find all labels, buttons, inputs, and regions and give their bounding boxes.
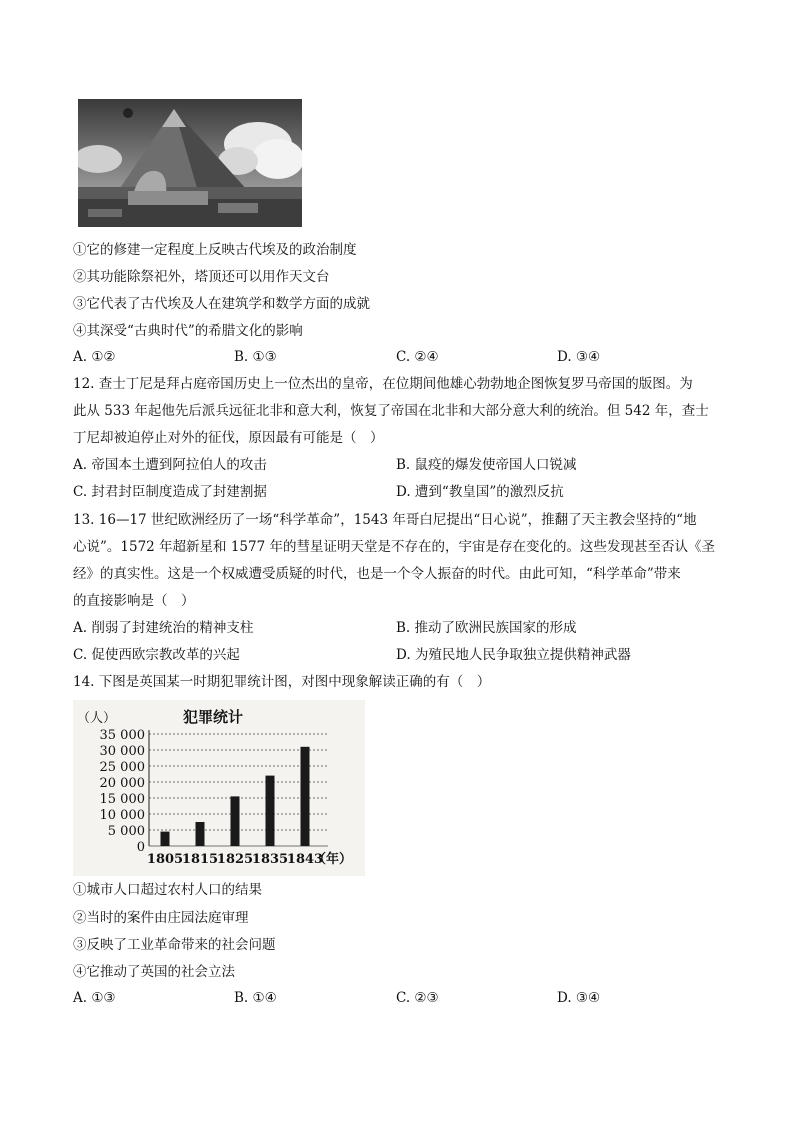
q14-option-d[interactable]: D. ③④ (557, 990, 601, 1006)
q14-stem: 14. 下图是英国某一时期犯罪统计图，对图中现象解读正确的有（ ） (73, 674, 491, 690)
x-tick-label: 1843 (286, 852, 324, 867)
q11-statement-4: ④其深受“古典时代”的希腊文化的影响 (73, 323, 303, 339)
y-tick-label: 10 000 (99, 808, 145, 823)
q13-stem-line-4: 的直接影响是（ ） (73, 593, 195, 609)
x-tick-label: 1815 (181, 852, 219, 867)
crime-statistics-chart (73, 700, 365, 876)
q14-statement-4: ④它推动了英国的社会立法 (73, 964, 235, 980)
x-tick-label: 1805 (146, 852, 184, 867)
q13-stem-line-2: 心说”。1572 年超新星和 1577 年的彗星证明天堂是不存在的，宇宙是存在变化的。这些发现甚至否认《圣 (73, 539, 715, 555)
q14-statement-1: ①城市人口超过农村人口的结果 (73, 882, 262, 898)
q14-option-c[interactable]: C. ②③ (396, 990, 439, 1006)
bar-1835 (266, 776, 275, 846)
q12-option-b[interactable]: B. 鼠疫的爆发使帝国人口锐减 (396, 457, 577, 473)
crime-chart-svg (73, 700, 365, 876)
bar-1815 (196, 822, 205, 846)
y-tick-label: 0 (136, 840, 145, 855)
y-tick-label: 25 000 (99, 760, 145, 775)
q13-option-b[interactable]: B. 推动了欧洲民族国家的形成 (396, 620, 577, 636)
pyramid-photo (78, 99, 302, 227)
y-tick-label: 15 000 (99, 792, 145, 807)
q13-option-a[interactable]: A. 削弱了封建统治的精神支柱 (73, 620, 254, 636)
q11-option-d[interactable]: D. ③④ (557, 349, 601, 365)
q14-statement-2: ②当时的案件由庄园法庭审理 (73, 910, 249, 926)
q11-statement-1: ①它的修建一定程度上反映古代埃及的政治制度 (73, 242, 357, 258)
y-tick-label: 20 000 (99, 776, 145, 791)
x-tick-label: 1825 (216, 852, 254, 867)
q11-statement-3: ③它代表了古代埃及人在建筑学和数学方面的成就 (73, 296, 370, 312)
q14-option-a[interactable]: A. ①③ (73, 990, 116, 1006)
q12-stem-line-2: 此从 533 年起他先后派兵远征北非和意大利，恢复了帝国在北非和大部分意大利的统治。但 542 年，查士 (73, 403, 709, 419)
y-tick-label: 5 000 (107, 824, 145, 839)
x-tick-label: 1835 (251, 852, 289, 867)
q12-option-c[interactable]: C. 封君封臣制度造成了封建割据 (73, 484, 267, 500)
q13-option-d[interactable]: D. 为殖民地人民争取独立提供精神武器 (396, 647, 631, 663)
y-tick-label: 30 000 (99, 744, 145, 759)
bar-1843 (301, 747, 310, 846)
chart-x-unit: （年） (313, 852, 353, 867)
q11-option-a[interactable]: A. ①② (73, 349, 116, 365)
bar-1825 (231, 796, 240, 846)
q12-stem-line-1: 12. 查士丁尼是拜占庭帝国历史上一位杰出的皇帝，在位期间他雄心勃勃地企图恢复罗马帝国的版图。为 (73, 376, 693, 392)
q14-statement-3: ③反映了工业革命带来的社会问题 (73, 937, 276, 953)
y-tick-label: 35 000 (99, 728, 145, 743)
q13-stem-line-1: 13. 16—17 世纪欧洲经历了一场“科学革命”，1543 年哥白尼提出“日心说”，推翻了天主教会坚持的“地 (73, 512, 697, 528)
q11-option-b[interactable]: B. ①③ (234, 349, 277, 365)
chart-y-unit: （人） (77, 711, 117, 726)
q12-stem-line-3: 丁尼却被迫停止对外的征伐，原因最有可能是（ ） (73, 430, 384, 446)
q13-option-c[interactable]: C. 促使西欧宗教改革的兴起 (73, 647, 240, 663)
bar-1805 (161, 832, 170, 846)
q12-option-a[interactable]: A. 帝国本土遭到阿拉伯人的攻击 (73, 457, 267, 473)
q14-option-b[interactable]: B. ①④ (234, 990, 277, 1006)
q13-stem-line-3: 经》的真实性。这是一个权威遭受质疑的时代，也是一个令人振奋的时代。由此可知，“科学革命”带来 (73, 566, 681, 582)
chart-title: 犯罪统计 (183, 708, 244, 726)
q12-option-d[interactable]: D. 遭到“教皇国”的激烈反抗 (396, 484, 564, 500)
q11-statement-2: ②其功能除祭祀外，塔顶还可以用作天文台 (73, 269, 330, 285)
q11-option-c[interactable]: C. ②④ (396, 349, 439, 365)
